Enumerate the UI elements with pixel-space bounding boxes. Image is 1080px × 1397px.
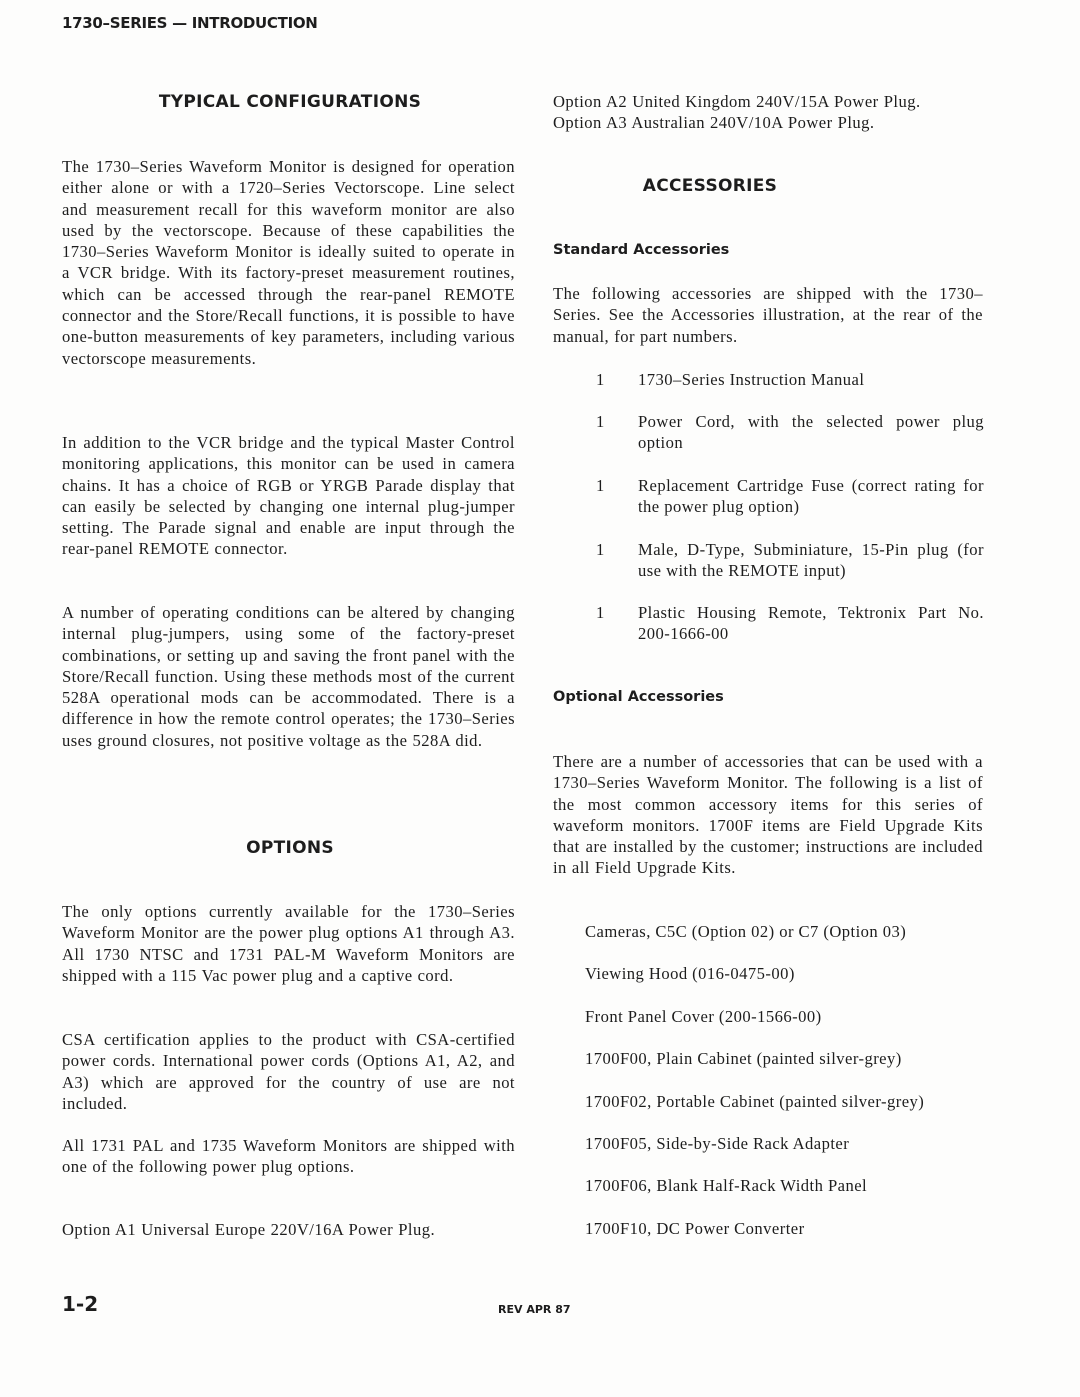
- paragraph: The 1730–Series Waveform Monitor is designed for operation either alone or with a 1720–Series Vectorscope. Line select and measurement recall for this waveform monitor are also used by the vectorscope. Because of these capabilities the 1730–Series Waveform Monitor is ideally suited to operate in a VCR bridge. With its factory-preset measurement routines, which can be accessed through the rear-panel REMOTE connector and the Store/Recall functions, it is possible to have one-button measurements of key parameters, including various vectorscope measurements.: [62, 157, 515, 368]
- option-a1: Option A1 Universal Europe 220V/16A Power Plug.: [62, 1220, 436, 1239]
- item-text: Replacement Cartridge Fuse (correct rating for the power plug option): [638, 476, 984, 517]
- item-text: Plastic Housing Remote, Tektronix Part No. 200-1666-00: [638, 603, 984, 644]
- optional-item: 1700F06, Blank Half-Rack Width Panel: [585, 1176, 868, 1195]
- item-quantity: 1: [596, 476, 605, 495]
- list-item: [596, 475, 984, 518]
- paragraph: CSA certification applies to the product with CSA-certified power cords. International power cords (Options A1, A2, and A3) which are approved for the country of use are not included.: [62, 1030, 515, 1113]
- item-quantity: 1: [596, 603, 605, 622]
- item-text: Male, D-Type, Subminiature, 15-Pin plug (for use with the REMOTE input): [638, 540, 984, 581]
- optional-accessories-heading: Optional Accessories: [553, 689, 724, 705]
- list-item: [596, 411, 984, 454]
- item-text: 1730–Series Instruction Manual: [638, 370, 865, 389]
- page-number: 1-2: [62, 1292, 99, 1316]
- options-heading: OPTIONS: [246, 838, 334, 858]
- item-quantity: 1: [596, 540, 605, 559]
- paragraph: In addition to the VCR bridge and the typical Master Control monitoring applications, this monitor can be used in camera chains. It has a choice of RGB or YRGB Parade display that can easily be selected by changing one internal plug-jumper setting. The Parade signal and enable are input through the rear-panel REMOTE connector.: [62, 433, 515, 559]
- optional-item: Viewing Hood (016-0475-00): [585, 964, 795, 983]
- typical-configurations-heading: TYPICAL CONFIGURATIONS: [158, 92, 422, 112]
- list-item: [596, 539, 984, 582]
- paragraph: The only options currently available for the 1730–Series Waveform Monitor are the power plug options A1 through A3. All 1730 NTSC and 1731 PAL-M Waveform Monitors are shipped with a 115 Vac power plug and a captive cord.: [62, 902, 515, 985]
- paragraph: There are a number of accessories that can be used with a 1730–Series Waveform Monitor. The following is a list of the most common accessory items for this series of waveform monitors. 1700F items are Field Upgrade Kits that are installed by the customer; instructions are included in all Field Upgrade Kits.: [553, 752, 983, 878]
- list-item: [596, 369, 984, 390]
- option-a3: Option A3 Australian 240V/10A Power Plug.: [553, 113, 875, 132]
- paragraph: A number of operating conditions can be altered by changing internal plug-jumpers, using some of the factory-preset combinations, or setting up and saving the front panel with the Store/Recall function. Using these methods most of the current 528A operational mods can be accommodated. There is a difference in how the remote control operates; the 1730–Series uses ground closures, not positive voltage as the 528A did.: [62, 603, 515, 750]
- optional-item: 1700F05, Side-by-Side Rack Adapter: [585, 1134, 850, 1153]
- accessories-heading: ACCESSORIES: [642, 176, 778, 196]
- optional-item: 1700F02, Portable Cabinet (painted silver-grey): [585, 1092, 925, 1111]
- optional-item: Cameras, C5C (Option 02) or C7 (Option 03): [585, 922, 907, 941]
- item-text: Power Cord, with the selected power plug option: [638, 412, 984, 453]
- paragraph: All 1731 PAL and 1735 Waveform Monitors are shipped with one of the following power plug options.: [62, 1136, 515, 1177]
- optional-item: Front Panel Cover (200-1566-00): [585, 1007, 822, 1026]
- optional-item: 1700F00, Plain Cabinet (painted silver-grey): [585, 1049, 902, 1068]
- standard-accessories-heading: Standard Accessories: [553, 242, 730, 258]
- option-a2: Option A2 United Kingdom 240V/15A Power Plug.: [553, 92, 921, 111]
- item-quantity: 1: [596, 370, 605, 389]
- optional-item: 1700F10, DC Power Converter: [585, 1219, 805, 1238]
- revision-label: REV APR 87: [498, 1303, 571, 1316]
- item-quantity: 1: [596, 412, 605, 431]
- paragraph: The following accessories are shipped with the 1730–Series. See the Accessories illustration, at the rear of the manual, for part numbers.: [553, 284, 983, 346]
- list-item: [596, 602, 984, 645]
- running-header: 1730–SERIES — INTRODUCTION: [62, 14, 318, 32]
